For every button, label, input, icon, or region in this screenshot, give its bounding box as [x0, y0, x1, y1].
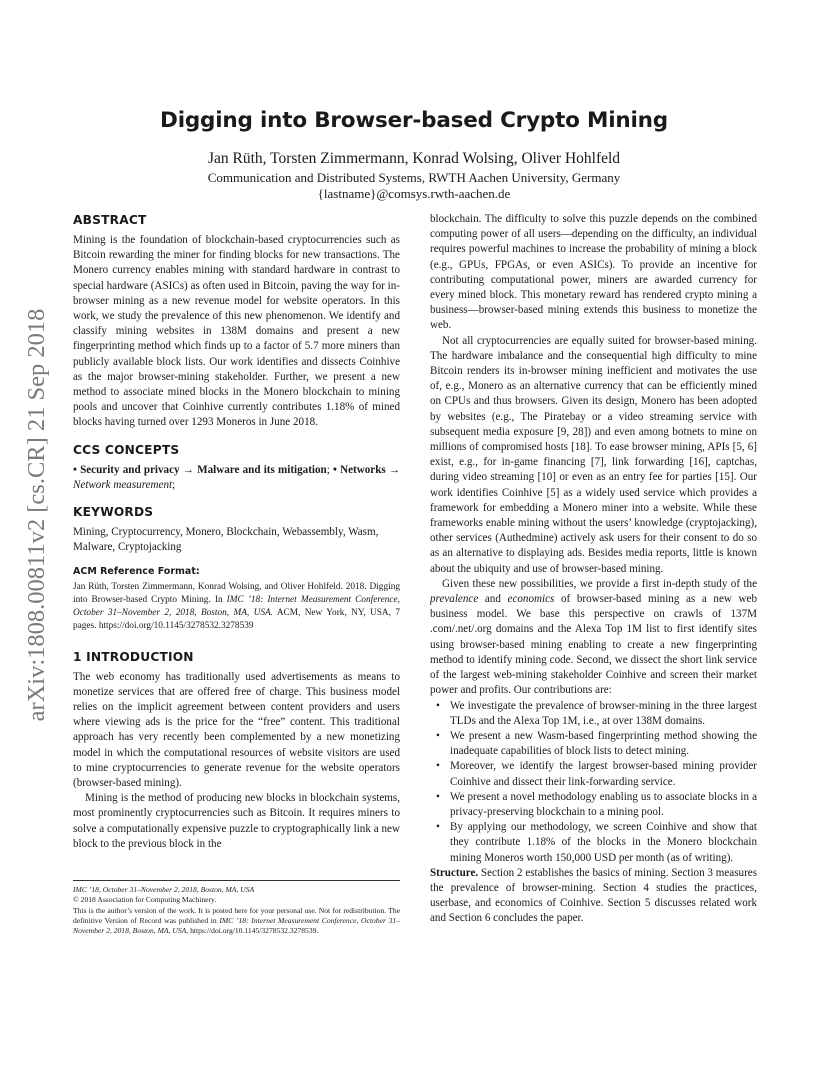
- affiliation: Communication and Distributed Systems, RWTH Aachen University, Germany: [207, 170, 621, 185]
- footnote-rule: [73, 880, 400, 881]
- left-column: [73, 212, 400, 852]
- arxiv-sidebar-stamp: arXiv:1808.00811v2 [cs.CR] 21 Sep 2018: [23, 308, 50, 722]
- contribution-item: • By applying our methodology, we screen Coinhive and show that they contribute 1.18% of the blocks in the Monero blockchain mining Moneros worth 150,000 USD per month (as of writing).: [442, 820, 757, 866]
- ccs-networks: • Networks: [333, 463, 386, 476]
- contribution-item: • Moreover, we identify the largest browser-based mining provider Coinhive and dissect their link-forwarding service.: [442, 759, 757, 789]
- acm-ref-authors: Jan Rüth, Torsten Zimmermann, Konrad Wolsing, and Oliver Hohlfeld. 2018. Digging into Browser-based Crypto Mining. In: [73, 581, 400, 605]
- p3-c: of browser-based mining as a new web business model. We base this perspective on crawls of 137M .com/.net/.org domains and the Alexa Top 1M list to first identify sites using browser-based mining enabling to create a new fingerprinting method to identify mining code. Second, we dissect the short link service of the largest web-mining stakeholder Coinhive and screen their market power and profits. Our contributions are:: [430, 593, 757, 697]
- ccs-concepts: [73, 463, 400, 493]
- ccs-sep: ;: [326, 463, 333, 476]
- structure-paragraph: [430, 866, 757, 927]
- acm-ref-text: [73, 581, 400, 633]
- ccs-end: ;: [172, 478, 176, 491]
- body-paragraph-1: blockchain. The difficulty to solve this puzzle depends on the combined computing power of all users—depending on the difficulty, an individual requires powerful machines to increase the probability of mining a block (e.g., GPUs, FPGAs, or even ASICs). To provide an incentive for contributing computational power, miners are awarded currency for every mined block. This monetary reward has rendered crypto mining a business—browser-based mining extends this business to monetize the web.: [430, 213, 757, 332]
- contribution-list: [430, 699, 757, 866]
- acm-ref-rest: ACM, New York, NY, USA, 7 pages. https://doi.org/10.1145/3278532.3278539: [73, 607, 400, 631]
- footnote-venue: IMC ’18, October 31–November 2, 2018, Boston, MA, USA: [73, 885, 255, 894]
- contribution-item: • We present a new Wasm-based fingerprinting method showing the inadequate capabilities of block lists to detect mining.: [442, 729, 757, 759]
- keywords-text: Mining, Cryptocurrency, Monero, Blockchain, Webassembly, Wasm, Malware, Cryptojacking: [73, 526, 379, 554]
- intro-paragraph-1: The web economy has traditionally used advertisements as means to monetize services that are offered free of charge. This business model relies on the implicit agreement between content providers and users where viewing ads is the price for the “free” content. This traditional approach has very recently been complemented by a new monetizing model in which the computational resources of website visitors are used to mine cryptocurrencies to generate revenue for the website operators (browser-based mining).: [73, 670, 400, 790]
- author-list: Jan Rüth, Torsten Zimmermann, Konrad Wolsing, Oliver Hohlfeld: [207, 150, 621, 167]
- footnote-notice-venue: IMC ’18: Internet Measurement Conference, October 31–November 2, 2018, Boston, MA, USA: [73, 915, 400, 936]
- footnote: [73, 880, 400, 936]
- ccs-security: • Security and privacy: [73, 463, 180, 476]
- footnote-notice: [73, 906, 400, 937]
- acm-ref-venue: IMC ’18: Internet Measurement Conference, October 31–November 2, 2018, Boston, MA, USA.: [73, 594, 400, 618]
- structure-label: Structure.: [430, 866, 479, 879]
- intro-heading: 1 INTRODUCTION: [73, 649, 194, 664]
- p3-economics: economics: [507, 593, 555, 606]
- body-paragraph-2: Not all cryptocurrencies are equally suited for browser-based mining. The hardware imbalance and the consequential high difficulty to mine Bitcoin renders its in-browser mining inefficient and motivates the use of, e.g., Monero as an alternative currency that can be efficiently mined on CPUs and thus browsers. Given its design, Monero has been adopted by websites (e.g., The Piratebay or a video streaming service with subsequent media exposure [9, 28]) and even among botnets to mine on millions of compromised hosts [18]. To ease browser mining, APIs [5, 6] exist, e.g., for in-game financing [7], link forwarding [16], captchas, during video streaming [10] or even as an entry fee for parties [15]. Our work identifies Coinhive [5] as a widely used service which provides a framework for embedding a Monero miner into a website. While these frameworks enable mining without the users’ knowledge (cryptojacking), other services (Authedmine) actively ask users for their consent to do so as an alternative to displaying ads. Besides media reports, little is known about the ubiquity and use of browser-based mining.: [430, 334, 757, 575]
- ccs-heading: CCS CONCEPTS: [73, 442, 180, 457]
- p3-prevalence: prevalence: [430, 593, 479, 606]
- acm-ref-heading: ACM Reference Format:: [73, 566, 200, 578]
- abstract-text: Mining is the foundation of blockchain-based cryptocurrencies such as Bitcoin rewarding the miner for finding blocks for new transactions. The Monero currency enables mining with standard hardware in contrast to special hardware (ASICs) as often used in Bitcoin, paving the way for in-browser mining as a new revenue model for website operators. In this work, we study the prevalence of this new phenomenon. We identify and classify mining websites in 138M domains and present a new fingerprinting method which finds up to a factor of 5.7 more miners than publicly available block lists. Our work identifies and dissects Coinhive as the major browser-mining stakeholder. Further, we present a new method to associate mined blocks in the Monero blockchain to mining pools and uncover that Coinhive currently contributes 1.18% of mined blocks having turned over 1293 Moneros in June 2018.: [73, 234, 400, 429]
- ccs-arrow-2: →: [385, 463, 401, 476]
- keywords-heading: KEYWORDS: [73, 505, 154, 520]
- structure-text: Section 2 establishes the basics of mining. Section 3 measures the prevalence of browser-mining. Section 4 studies the practices, userbase, and economics of Coinhive. Section 5 discusses related work and Section 6 concludes the paper.: [430, 866, 758, 925]
- contribution-item: • We present a novel methodology enabling us to associate blocks in a privacy-preserving blockchain to a mining pool.: [442, 790, 757, 820]
- ccs-malware: Malware and its mitigation: [197, 463, 327, 476]
- author-email: {lastname}@comsys.rwth-aachen.de: [317, 186, 511, 201]
- p3-b: and: [478, 593, 508, 606]
- body-paragraph-3: [430, 577, 757, 699]
- contribution-item: • We investigate the prevalence of browser-mining in the three largest TLDs and the Alexa Top 1M, i.e., at over 138M domains.: [442, 699, 757, 729]
- right-column: [430, 212, 757, 927]
- paper-title: Digging into Browser-based Crypto Mining: [160, 108, 668, 133]
- ccs-network-measurement: Network measurement: [73, 478, 173, 491]
- abstract-heading: ABSTRACT: [73, 213, 147, 227]
- p3-a: Given these new possibilities, we provide a first in-depth study of the: [442, 577, 757, 590]
- footnote-copyright: © 2018 Association for Computing Machinery.: [73, 895, 217, 905]
- footnote-doi: , https://doi.org/10.1145/3278532.3278539.: [186, 926, 319, 936]
- ccs-arrow-1: →: [179, 463, 198, 476]
- intro-paragraph-2: Mining is the method of producing new blocks in blockchain systems, most prominently cryptocurrencies such as Bitcoin. It requires miners to solve a computationally expensive puzzle to cryptographically link a new block to the previous block in the: [73, 792, 400, 850]
- footnote-notice-text: This is the author’s version of the work. It is posted here for your personal use. Not for redistribution. The definitive Version of Record was published in: [73, 905, 400, 925]
